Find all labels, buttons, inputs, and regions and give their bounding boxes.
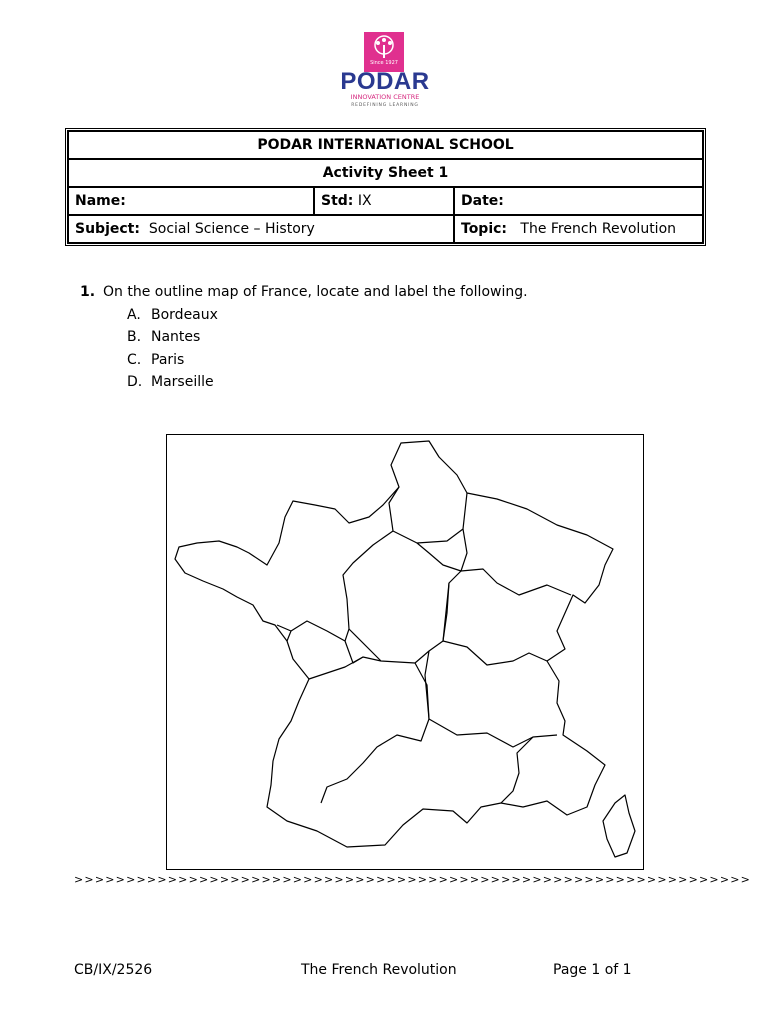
subject-label: Subject:	[75, 221, 140, 237]
option-item	[127, 371, 528, 394]
subject-cell	[68, 215, 454, 243]
footer-title: The French Revolution	[301, 962, 457, 978]
region-boundary	[443, 583, 547, 665]
question-line	[80, 281, 528, 304]
option-text: Nantes	[151, 329, 201, 346]
france-outline-map[interactable]	[166, 434, 644, 870]
std-value: IX	[357, 193, 372, 209]
logo-wordmark: PODAR	[340, 68, 430, 95]
option-text: Bordeaux	[151, 306, 218, 323]
date-label: Date:	[461, 193, 504, 209]
region-boundary	[501, 737, 533, 803]
std-label: Std:	[321, 193, 354, 209]
date-cell[interactable]	[454, 187, 703, 215]
logo-subtitle: INNOVATION CENTRE	[350, 93, 420, 101]
question-number: 1.	[80, 284, 96, 300]
subject-value: Social Science – History	[148, 221, 315, 237]
logo-since-text: Since 1927	[370, 60, 398, 66]
region-boundary	[349, 571, 461, 663]
region-boundary	[417, 543, 571, 595]
topic-label: Topic:	[461, 221, 508, 237]
name-cell[interactable]	[68, 187, 314, 215]
france-map-graphic	[167, 435, 643, 869]
region-boundary	[461, 529, 467, 571]
school-name: PODAR INTERNATIONAL SCHOOL	[68, 131, 703, 159]
region-boundary	[389, 487, 467, 543]
option-letter: B.	[127, 329, 142, 346]
option-letter: D.	[127, 374, 143, 391]
option-item	[127, 326, 528, 349]
option-item	[127, 304, 528, 327]
tree-emblem-icon	[364, 32, 404, 72]
option-item	[127, 349, 528, 372]
question-block	[80, 281, 528, 394]
header-table	[65, 128, 706, 246]
region-boundary	[345, 641, 363, 663]
region-boundary	[343, 531, 393, 641]
section-divider: >>>>>>>>>>>>>>>>>>>>>>>>>>>>>>>>>>>>>>>>>>>>>>>>>>>>>>>>>>>>>>>>>	[74, 873, 752, 886]
question-text: On the outline map of France, locate and label the following.	[103, 284, 528, 300]
option-letter: A.	[127, 306, 141, 323]
footer-code: CB/IX/2526	[74, 962, 153, 978]
sheet-title: Activity Sheet 1	[68, 159, 703, 187]
option-list	[127, 304, 528, 394]
france-border	[175, 441, 613, 847]
region-boundary	[309, 657, 381, 679]
std-cell	[314, 187, 454, 215]
name-label: Name:	[75, 193, 126, 209]
region-boundary	[321, 663, 429, 803]
option-text: Marseille	[151, 374, 214, 391]
topic-cell	[454, 215, 703, 243]
logo-tagline: REDEFINING LEARNING	[351, 103, 419, 108]
region-boundary	[425, 651, 557, 747]
footer-page-number: Page 1 of 1	[553, 962, 632, 978]
option-letter: C.	[127, 351, 142, 368]
school-logo	[330, 30, 440, 110]
region-boundary	[287, 621, 345, 641]
option-text: Paris	[151, 351, 185, 368]
corsica-outline	[603, 795, 635, 857]
topic-value: The French Revolution	[520, 221, 677, 237]
